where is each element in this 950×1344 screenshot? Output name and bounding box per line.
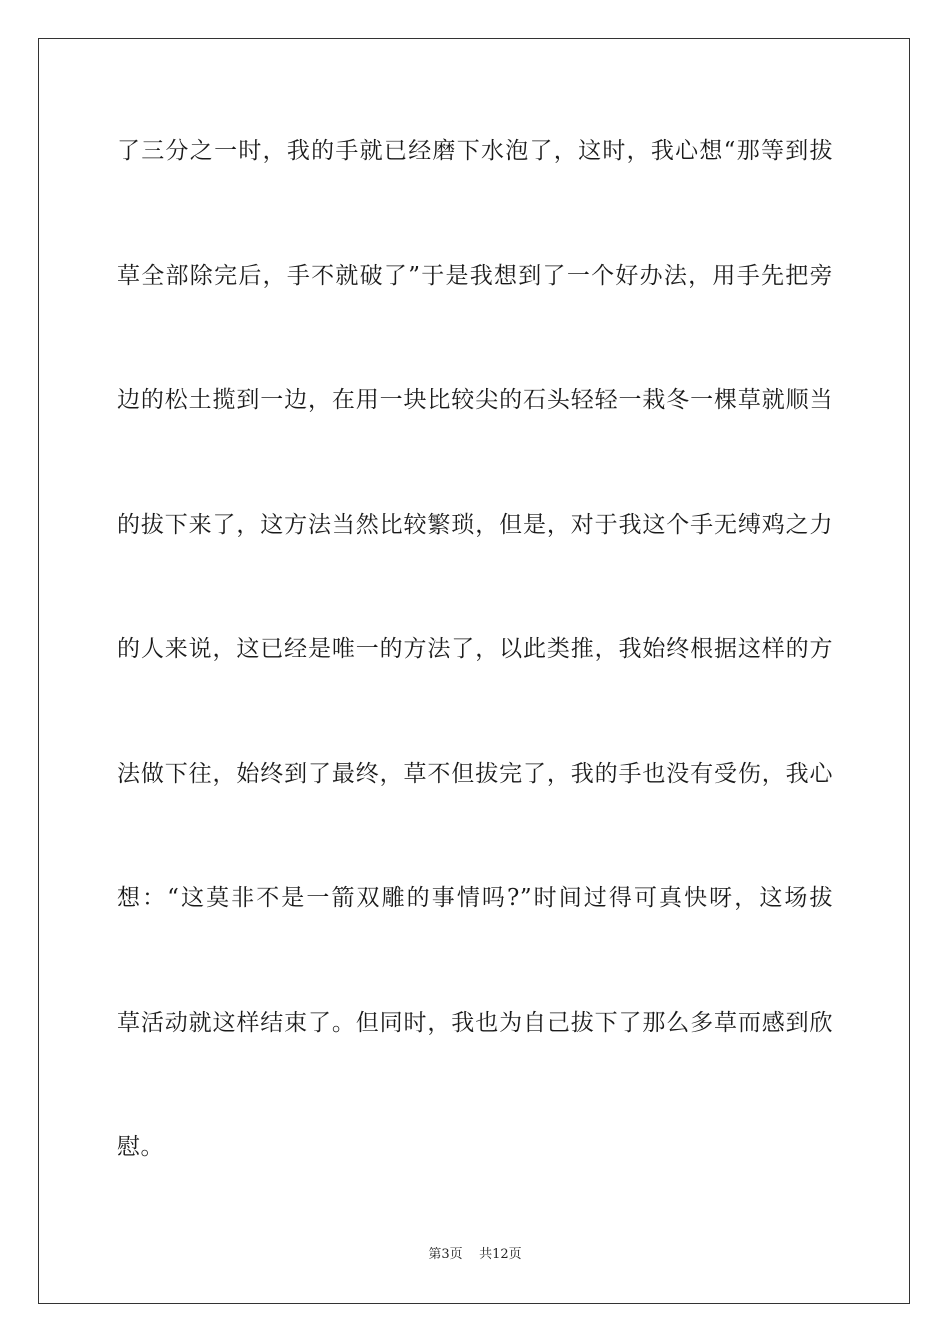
text-line: 草全部除完后，手不就破了”于是我想到了一个好办法，用手先把旁 bbox=[117, 262, 833, 289]
body-paragraph bbox=[117, 128, 833, 1249]
text-line-last: 慰。 bbox=[117, 1134, 164, 1160]
text-line: 草活动就这样结束了。但同时，我也为自己拔下了那么多草而感到欣 bbox=[117, 1009, 833, 1036]
total-pages: 共12页 bbox=[479, 1247, 522, 1262]
text-line: 法做下往，始终到了最终，草不但拔完了，我的手也没有受伤，我心 bbox=[117, 760, 833, 787]
page-number: 第3页 bbox=[428, 1247, 463, 1262]
text-line: 了三分之一时，我的手就已经磨下水泡了，这时，我心想“那等到拔 bbox=[117, 138, 833, 164]
page-footer bbox=[0, 1245, 950, 1265]
text-line: 的拔下来了，这方法当然比较繁琐，但是，对于我这个手无缚鸡之力 bbox=[117, 511, 833, 538]
text-line: 想：“这莫非不是一箭双雕的事情吗?”时间过得可真快呀，这场拔 bbox=[117, 885, 833, 911]
text-line: 的人来说，这已经是唯一的方法了，以此类推，我始终根据这样的方 bbox=[117, 636, 833, 662]
text-line: 边的松土揽到一边，在用一块比较尖的石头轻轻一栽冬一棵草就顺当 bbox=[117, 387, 833, 413]
